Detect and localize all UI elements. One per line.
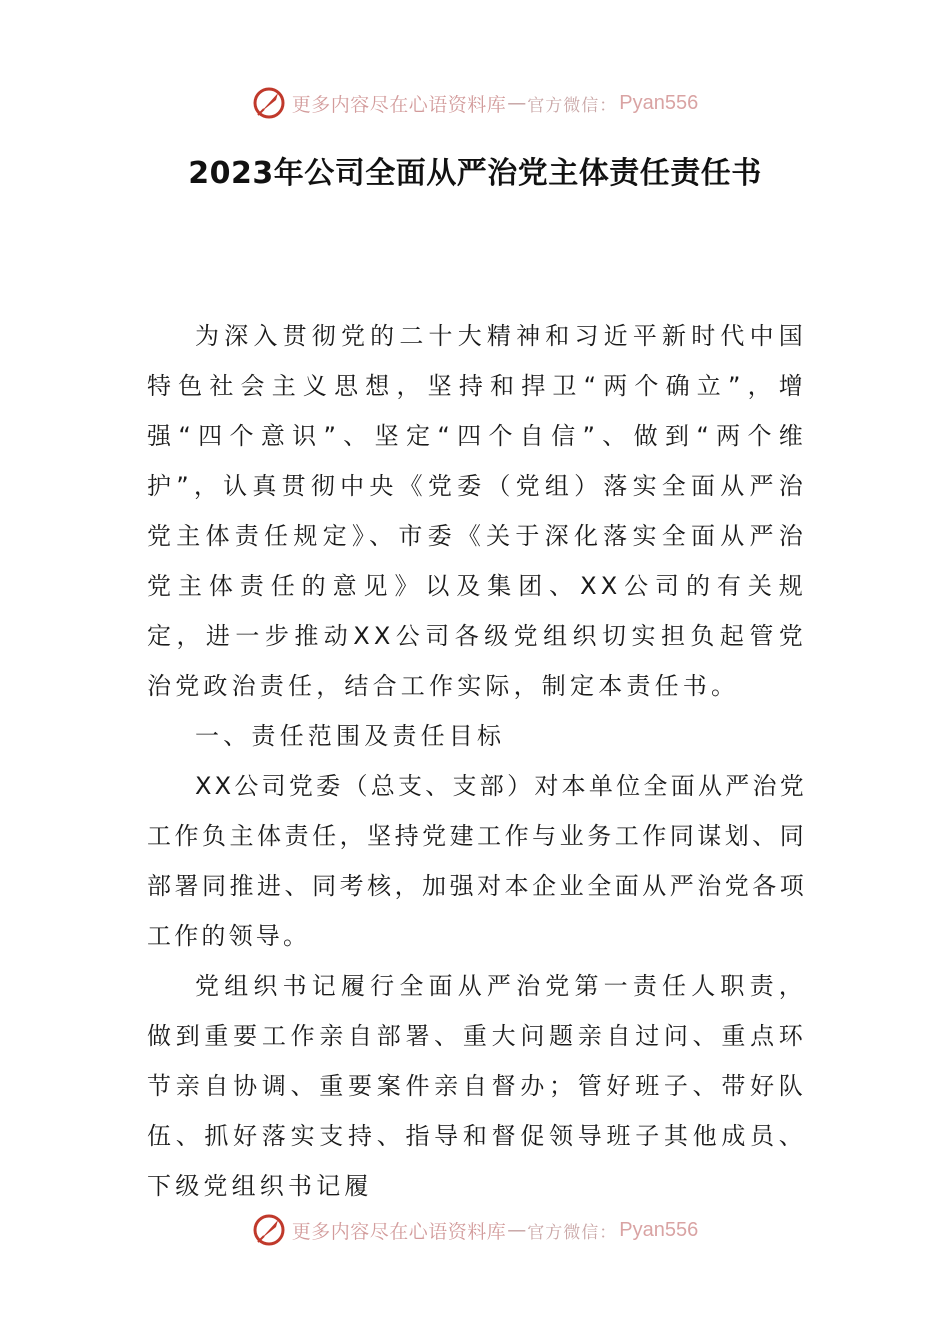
footer-watermark — [0, 1210, 950, 1250]
header-watermark — [0, 83, 950, 123]
document-title: 2023年公司全面从严治党主体责任责任书 — [188, 156, 762, 191]
wechat-id: Pyan556 — [619, 1218, 699, 1241]
watermark-separator: — — [507, 1219, 527, 1241]
paragraph-secretary: 党组织书记履行全面从严治党第一责任人职责，做到重要工作亲自部署、重大问题亲自过问、重点环节亲自协调、重要案件亲自督办；管好班子、带好队伍、抓好落实支持、指导和督促领导班子其他成员、下级党组织书记履 — [147, 972, 807, 1200]
paragraph-responsibility: XX公司党委（总支、支部）对本单位全面从严治党工作负主体责任，坚持党建工作与业务工作同谋划、同部署同推进、同考核，加强对本企业全面从严治党各项工作的领导。 — [147, 772, 807, 950]
wechat-label: 官方微信： — [527, 95, 618, 116]
section-heading: 一、责任范围及责任目标 — [195, 722, 506, 750]
quill-logo-icon — [252, 1213, 286, 1247]
watermark-separator: — — [507, 92, 527, 114]
watermark-text: 更多内容尽在心语资料库 — [291, 93, 507, 116]
document-body — [147, 311, 807, 1211]
wechat-label: 官方微信： — [527, 1222, 618, 1243]
watermark-text: 更多内容尽在心语资料库 — [291, 1220, 507, 1243]
quill-logo-icon — [252, 86, 286, 120]
paragraph-intro: 为深入贯彻党的二十大精神和习近平新时代中国特色社会主义思想，坚持和捍卫“两个确立”，增强“四个意识”、坚定“四个自信”、做到“两个维护”，认真贯彻中央《党委（党组）落实全面从严治党主体责任规定》、市委《关于深化落实全面从严治党主体责任的意见》以及集团、XX公司的有关规定，进一步推动XX公司各级党组织切实担负起管党治党政治责任，结合工作实际，制定本责任书。 — [147, 322, 807, 700]
wechat-id: Pyan556 — [619, 91, 699, 114]
